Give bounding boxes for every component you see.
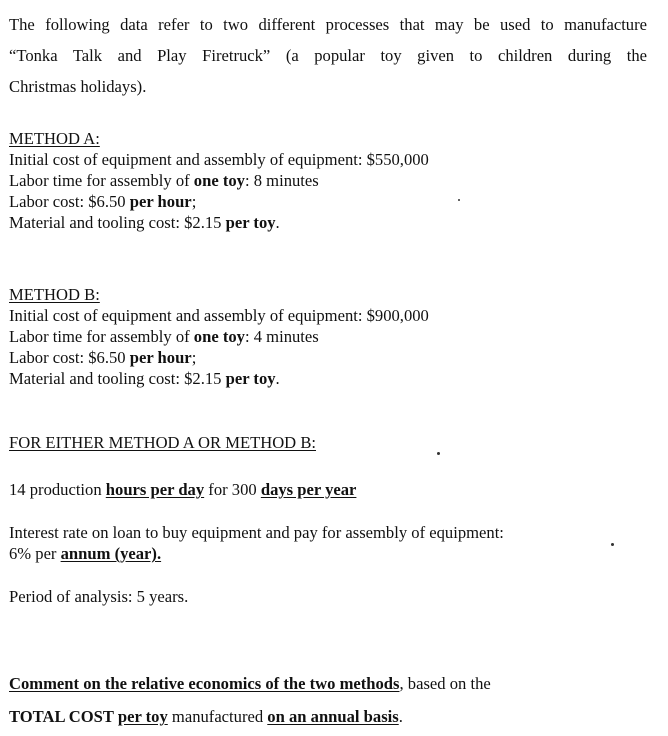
labor-cost-prefix: Labor cost: $6.50: [9, 192, 130, 211]
initial-cost-label: Initial cost of equipment and assembly of equipment:: [9, 306, 367, 325]
total-cost-prefix: TOTAL COST: [9, 707, 118, 726]
either-method-heading: FOR EITHER METHOD A OR METHOD B:: [9, 433, 316, 452]
per-toy: per toy: [117, 707, 168, 726]
labor-time-suffix: : 8 minutes: [244, 171, 319, 190]
annual-basis: on an annual basis: [267, 707, 399, 726]
method-a-labor-cost: [9, 191, 429, 212]
intro-line-1: The following data refer to two different processes that may be used to manufacture: [9, 15, 647, 34]
hours-per-day: hours per day: [105, 480, 205, 499]
labor-cost-prefix: Labor cost: $6.50: [9, 348, 130, 367]
total-cost-end: .: [398, 707, 403, 726]
method-a-material-cost: [9, 212, 429, 233]
method-a-initial-cost: [9, 149, 429, 170]
labor-cost-bold: per hour: [129, 348, 192, 367]
production-prefix: 14 production: [9, 480, 106, 499]
method-a-labor-time: [9, 170, 429, 191]
method-b-material-cost: [9, 368, 429, 389]
comment-suffix: , based on the: [399, 674, 491, 693]
intro-paragraph: [9, 9, 647, 102]
scan-speck: [458, 199, 460, 201]
intro-line-3: Christmas holidays).: [9, 77, 147, 96]
annum-year: annum (year).: [60, 544, 162, 563]
labor-cost-bold: per hour: [129, 192, 192, 211]
comment-underlined: Comment on the relative economics of the two methods: [9, 674, 400, 693]
total-cost-line: [9, 706, 403, 728]
method-b-labor-cost: [9, 347, 429, 368]
material-prefix: Material and tooling cost: $2.15: [9, 369, 226, 388]
comment-line: [9, 673, 491, 695]
method-a-heading: METHOD A:: [9, 129, 100, 148]
scan-speck: [437, 452, 440, 455]
days-per-year: days per year: [260, 480, 357, 499]
intro-line-2: “Tonka Talk and Play Firetruck” (a popular toy given to children during the: [9, 46, 647, 65]
labor-cost-suffix: ;: [191, 192, 197, 211]
initial-cost-label: Initial cost of equipment and assembly of equipment:: [9, 150, 367, 169]
method-b-section: [9, 284, 429, 389]
initial-cost-value: $550,000: [366, 150, 429, 169]
method-b-heading: METHOD B:: [9, 285, 100, 304]
material-prefix: Material and tooling cost: $2.15: [9, 213, 226, 232]
period-of-analysis: Period of analysis: 5 years.: [9, 587, 189, 606]
production-mid: for 300: [204, 480, 261, 499]
labor-cost-suffix: ;: [191, 348, 197, 367]
labor-time-prefix: Labor time for assembly of: [9, 171, 194, 190]
material-suffix: .: [275, 213, 280, 232]
production-schedule: [9, 479, 356, 501]
material-bold: per toy: [225, 369, 276, 388]
material-suffix: .: [275, 369, 280, 388]
interest-line-1: Interest rate on loan to buy equipment and pay for assembly of equipment:: [9, 523, 504, 542]
method-b-initial-cost: [9, 305, 429, 326]
labor-time-prefix: Labor time for assembly of: [9, 327, 194, 346]
scan-speck: [611, 543, 614, 546]
labor-time-suffix: : 4 minutes: [244, 327, 319, 346]
initial-cost-value: $900,000: [366, 306, 429, 325]
method-a-section: [9, 128, 429, 233]
labor-time-bold: one toy: [193, 171, 245, 190]
labor-time-bold: one toy: [193, 327, 245, 346]
method-b-labor-time: [9, 326, 429, 347]
manufactured-mid: manufactured: [167, 707, 268, 726]
interest-prefix: 6% per: [9, 544, 61, 563]
interest-line-2: [9, 543, 161, 565]
material-bold: per toy: [225, 213, 276, 232]
